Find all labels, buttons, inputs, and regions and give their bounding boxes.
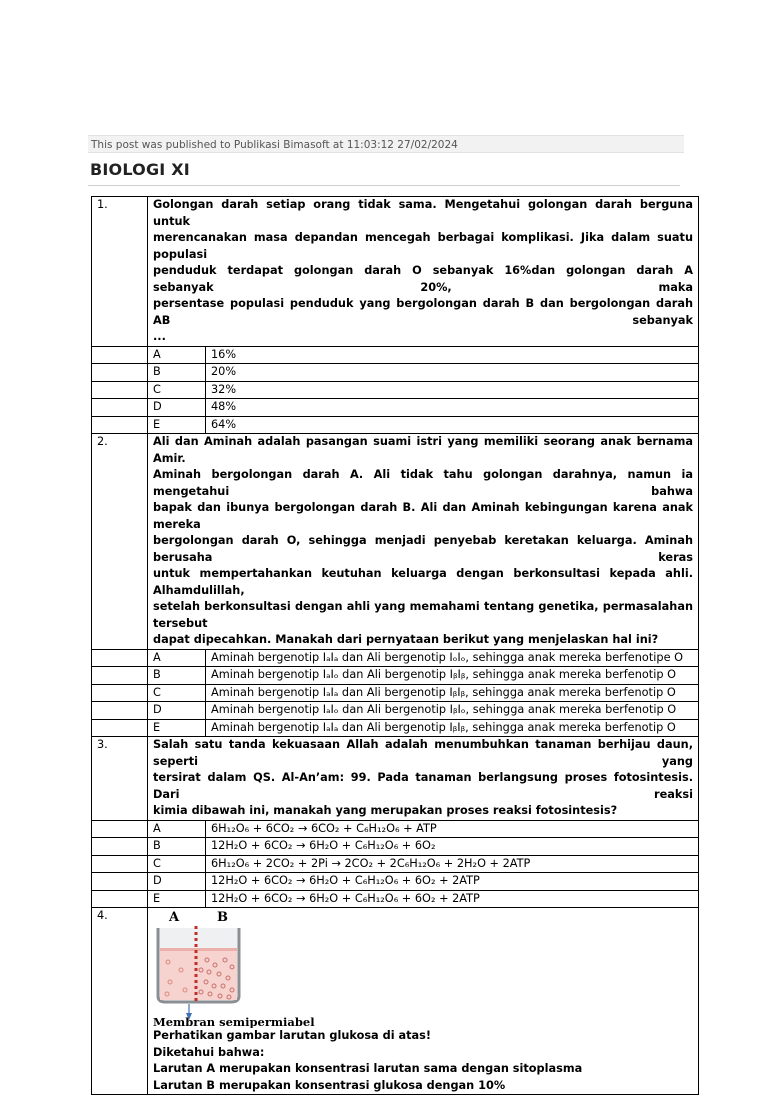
option-letter: E [148,719,206,737]
option-row [92,820,699,838]
option-row [92,416,699,434]
question-line: Ali dan Aminah adalah pasangan suami istri yang memiliki seorang anak bernama Amir. [153,435,693,465]
option-text: Aminah bergenotip IₐIₒ dan Ali bergenotip IᵦIᵦ, sehingga anak mereka berfenotip O [206,667,699,685]
question-row-2 [92,434,699,650]
question-line: setelah berkonsultasi dengan ahli yang memahami tentang genetika, permasalahan tersebut [153,600,693,630]
option-letter: E [148,890,206,908]
question-line: merencanakan masa depandan mencegah berbagai komplikasi. Jika dalam suatu populasi [153,231,693,261]
question-line: tersirat dalam QS. Al-An’am: 99. Pada tanaman berlangsung proses fotosintesis. Dari reaksi [153,771,693,801]
option-row [92,364,699,382]
option-text: 12H₂O + 6CO₂ → 6H₂O + C₆H₁₂O₆ + 6O₂ + 2ATP [206,890,699,908]
question-row-4 [92,908,699,1095]
option-row [92,684,699,702]
question-line: dapat dipecahkan. Manakah dari pernyataan berikut yang menjelaskan hal ini? [153,633,659,646]
question-number: 2. [92,434,148,650]
question-line: kimia dibawah ini, manakah yang merupakan proses reaksi fotosintesis? [153,804,618,817]
question-text-3 [148,737,699,821]
beaker-diagram [153,910,323,1028]
question-line: persentase populasi penduduk yang bergolongan darah B dan bergolongan darah AB sebanyak [153,297,693,327]
question-text-2 [148,434,699,650]
option-text: 12H₂O + 6CO₂ → 6H₂O + C₆H₁₂O₆ + 6O₂ + 2ATP [206,873,699,891]
option-row [92,719,699,737]
option-letter: A [148,649,206,667]
option-letter: C [148,684,206,702]
label-b: B [217,910,228,925]
option-text: 20% [206,364,699,382]
option-row [92,873,699,891]
question-number: 3. [92,737,148,821]
option-letter: B [148,364,206,382]
option-letter: C [148,855,206,873]
solution-fill [160,950,237,1000]
option-text: 48% [206,399,699,417]
question-number: 4. [92,908,148,1095]
question-text-4 [148,908,699,1095]
title-divider [88,185,680,186]
question-line: untuk mempertahankan keutuhan keluarga dengan berkonsultasi kepada ahli. Alhamdulillah, [153,567,693,597]
option-text: Aminah bergenotip IₐIₐ dan Ali bergenotip IᵦIᵦ, sehingga anak mereka berfenotip O [206,684,699,702]
option-letter: B [148,838,206,856]
option-row [92,649,699,667]
label-a: A [169,910,180,925]
quiz-table [91,196,699,1095]
option-row [92,838,699,856]
option-text: 64% [206,416,699,434]
option-letter: D [148,702,206,720]
question-line: Golongan darah setiap orang tidak sama. Mengetahui golongan darah berguna untuk [153,198,693,228]
question-line: Larutan A merupakan konsentrasi larutan sama dengan sitoplasma [153,1062,583,1075]
option-row [92,381,699,399]
option-letter: D [148,873,206,891]
option-text: 12H₂O + 6CO₂ → 6H₂O + C₆H₁₂O₆ + 6O₂ [206,838,699,856]
question-row-3 [92,737,699,821]
question-text-1 [148,197,699,347]
question-line: penduduk terdapat golongan darah O sebanyak 16%dan golongan darah A sebanyak 20%, maka [153,264,693,294]
question-line: Aminah bergolongan darah A. Ali tidak tahu golongan darahnya, namun ia mengetahui bahwa [153,468,693,498]
option-text: 32% [206,381,699,399]
option-letter: D [148,399,206,417]
option-text: 6H₁₂O₆ + 2CO₂ + 2Pi → 2CO₂ + 2C₆H₁₂O₆ + 2H₂O + 2ATP [206,855,699,873]
question-number: 1. [92,197,148,347]
option-text: Aminah bergenotip IₐIₒ dan Ali bergenotip IᵦIₒ, sehingga anak mereka berfenotip O [206,702,699,720]
option-row [92,855,699,873]
osmosis-figure [153,910,323,1028]
option-row [92,890,699,908]
page-title: BIOLOGI XI [90,160,190,179]
question-row-1 [92,197,699,347]
question-line: Perhatikan gambar larutan glukosa di atas! [153,1029,432,1042]
option-text: 6H₁₂O₆ + 6CO₂ → 6CO₂ + C₆H₁₂O₆ + ATP [206,820,699,838]
option-row [92,667,699,685]
question-line: Larutan B merupakan konsentrasi glukosa dengan 10% [153,1078,506,1092]
option-letter: B [148,667,206,685]
question-line: bapak dan ibunya bergolongan darah B. Ali dan Aminah kebingungan karena anak mereka [153,501,693,531]
option-row [92,702,699,720]
option-row [92,399,699,417]
question-line: Diketahui bahwa: [153,1045,265,1059]
option-text: 16% [206,346,699,364]
option-letter: C [148,381,206,399]
question-line: bergolongan darah O, sehingga menjadi penyebab keretakan keluarga. Aminah berusaha keras [153,534,693,564]
option-letter: A [148,820,206,838]
option-text: Aminah bergenotip IₐIₐ dan Ali bergenotip IᵦIᵦ, sehingga anak mereka berfenotip O [206,719,699,737]
option-text: Aminah bergenotip IₐIₐ dan Ali bergenotip IₒIₒ, sehingga anak mereka berfenotipe O [206,649,699,667]
question-line: Salah satu tanda kekuasaan Allah adalah menumbuhkan tanaman berhijau daun, seperti yang [153,738,693,768]
question-line: ... [153,330,166,343]
option-letter: E [148,416,206,434]
figure-caption: Membran semipermiabel [153,1015,315,1028]
option-row [92,346,699,364]
option-letter: A [148,346,206,364]
publish-banner: This post was published to Publikasi Bimasoft at 11:03:12 27/02/2024 [88,135,684,153]
